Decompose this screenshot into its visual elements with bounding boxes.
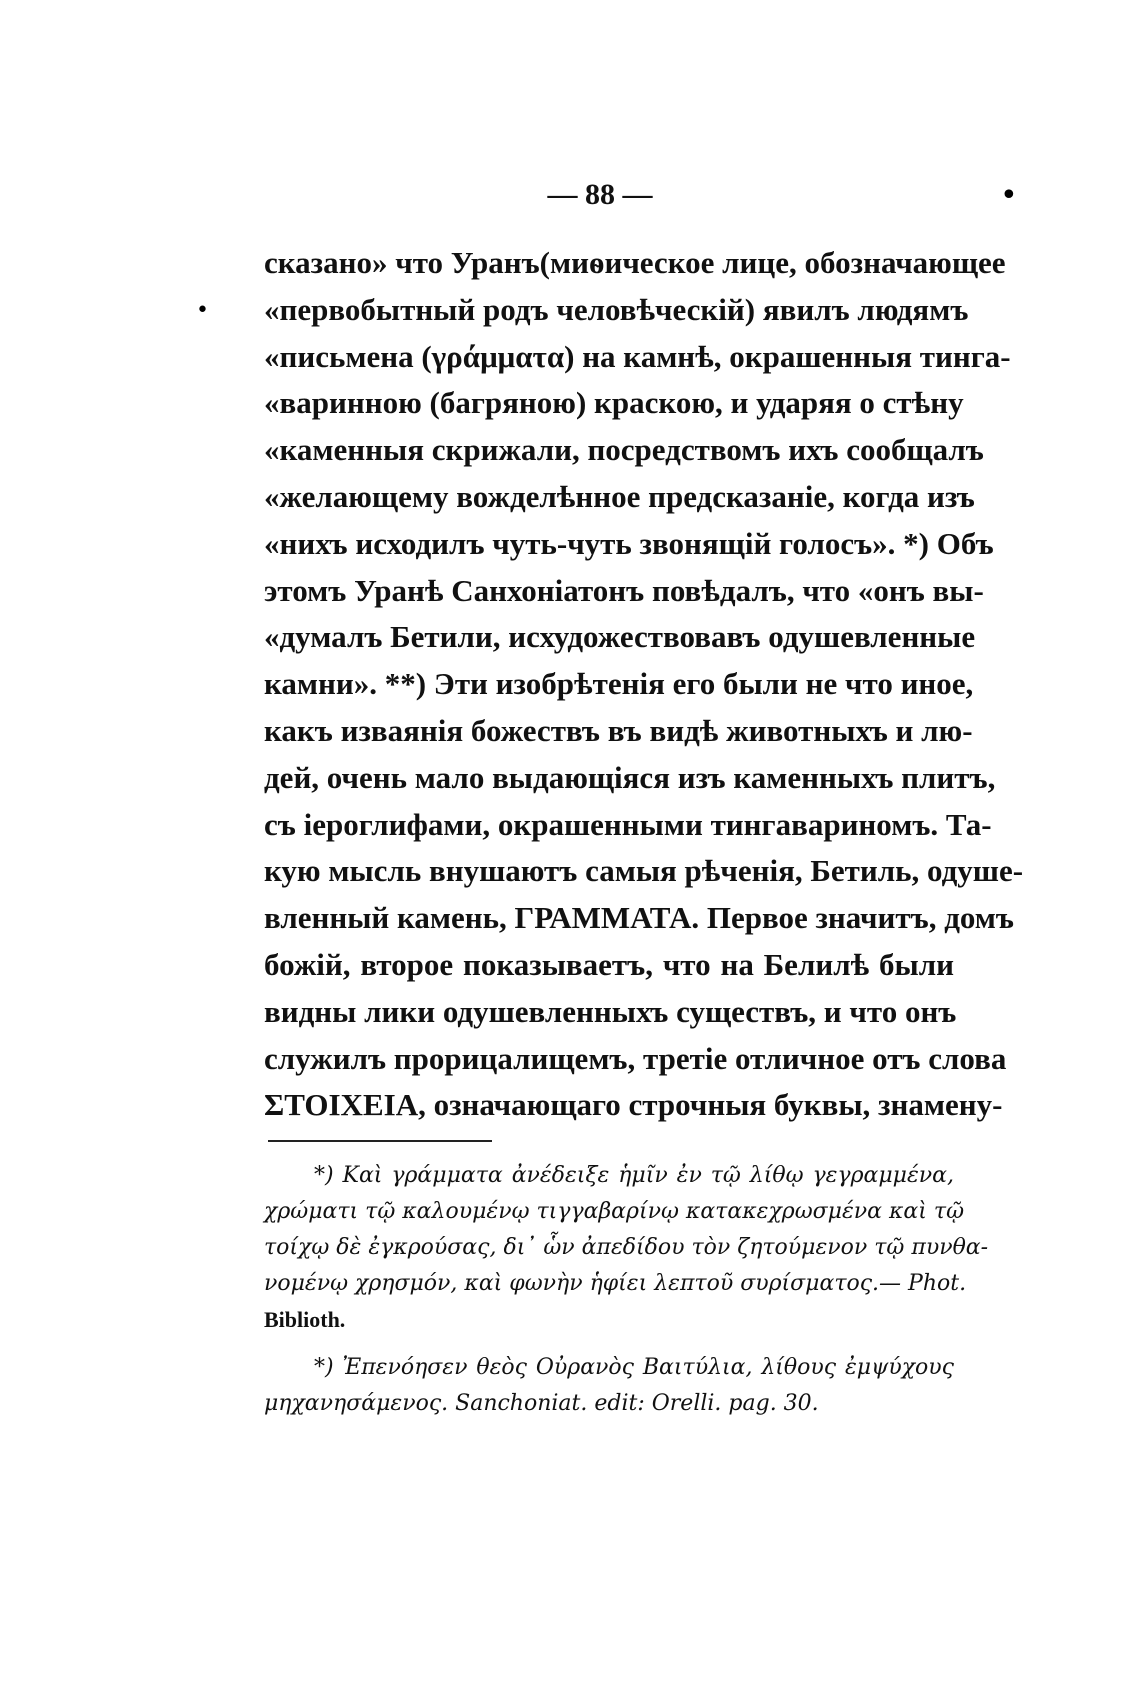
text-line: «каменныя скрижали, посредствомъ ихъ сообщалъ (264, 432, 984, 468)
text-line: сказано» что Уранъ(миѳическое лице, обозначающее (264, 245, 1006, 280)
footnote-line: *) Ἐπενόησεν θεὸς Οὐρανὸς Βαιτύλια, λίθους ἐμψύχους (314, 1355, 954, 1380)
footnote-line: μηχανησάμενος. Sanchoniat. edit: Orelli. pag. 30. (264, 1391, 819, 1416)
text-line: этомъ Уранѣ Санхоніатонъ повѣдалъ, что «онъ вы- (264, 572, 984, 608)
footnotes (264, 1158, 989, 1422)
text-line: вленный камень, ГРАММАТА. Первое значитъ, домъ (264, 900, 1014, 936)
footnote-line: χρώματι τῷ καλουμένῳ τιγγαβαρίνῳ κατακεχρωσμένα καὶ τῷ (264, 1199, 965, 1224)
text-line: «нихъ исходилъ чуть-чуть звонящій голосъ». *) Объ (264, 525, 994, 561)
footnote-line: *) Καὶ γράμματα ἀνέδειξε ἡμῖν ἐν τῷ λίθῳ γεγραμμένα, (314, 1163, 954, 1188)
footnote-line: νομένῳ χρησμόν, καὶ φωνὴν ἡφίει λεπτοῦ συρίσματος.— Phot. (264, 1271, 967, 1296)
text-line: «письмена (γράμματα) на камнѣ, окрашенныя тинга- (264, 338, 1011, 374)
margin-dot: • (196, 298, 209, 323)
text-line: видны лики одушевленныхъ существъ, и что онъ (264, 993, 957, 1029)
text-line: «думалъ Бетили, исхудожествовавъ одушевленные (264, 619, 976, 655)
text-line: ΣΤΟΙΧΕΙΑ, означающаго строчныя буквы, знамену- (264, 1087, 1003, 1123)
text-line: съ іероглифами, окрашенными тингавариномъ. Та- (264, 806, 992, 842)
text-line: служилъ прорицалищемъ, третіе отличное отъ слова (264, 1040, 1007, 1076)
text-line: божій, второе показываетъ, что на Белилѣ были (264, 946, 954, 982)
text-line: кую мысль внушаютъ самыя рѣченія, Бетиль, одуше- (264, 853, 1024, 889)
footnote-separator (268, 1140, 492, 1142)
footnote-line: Biblioth. (264, 1307, 346, 1332)
footnote-line: τοίχῳ δὲ ἐγκρούσας, δι᾽ ὧν ἀπεδίδου τὸν ζητούμενον τῷ πυνθα- (264, 1235, 989, 1260)
margin-dot: • (1000, 178, 1018, 213)
text-line: камни». **) Эти изобрѣтенія его были не что иное, (264, 666, 974, 702)
text-line: дей, очень мало выдающіяся изъ каменныхъ плитъ, (264, 759, 996, 795)
text-line: «варинною (багряною) краскою, и ударяя о стѣну (264, 385, 964, 421)
page-number: — 88 — (547, 178, 653, 211)
main-text (264, 240, 1024, 1129)
text-line: «желающему вожделѣнное предсказаніе, когда изъ (264, 478, 975, 514)
text-line: какъ изваянія божествъ въ видѣ животныхъ и лю- (264, 712, 973, 748)
text-line: «первобытный родъ человѣческій) явилъ людямъ (264, 291, 969, 327)
